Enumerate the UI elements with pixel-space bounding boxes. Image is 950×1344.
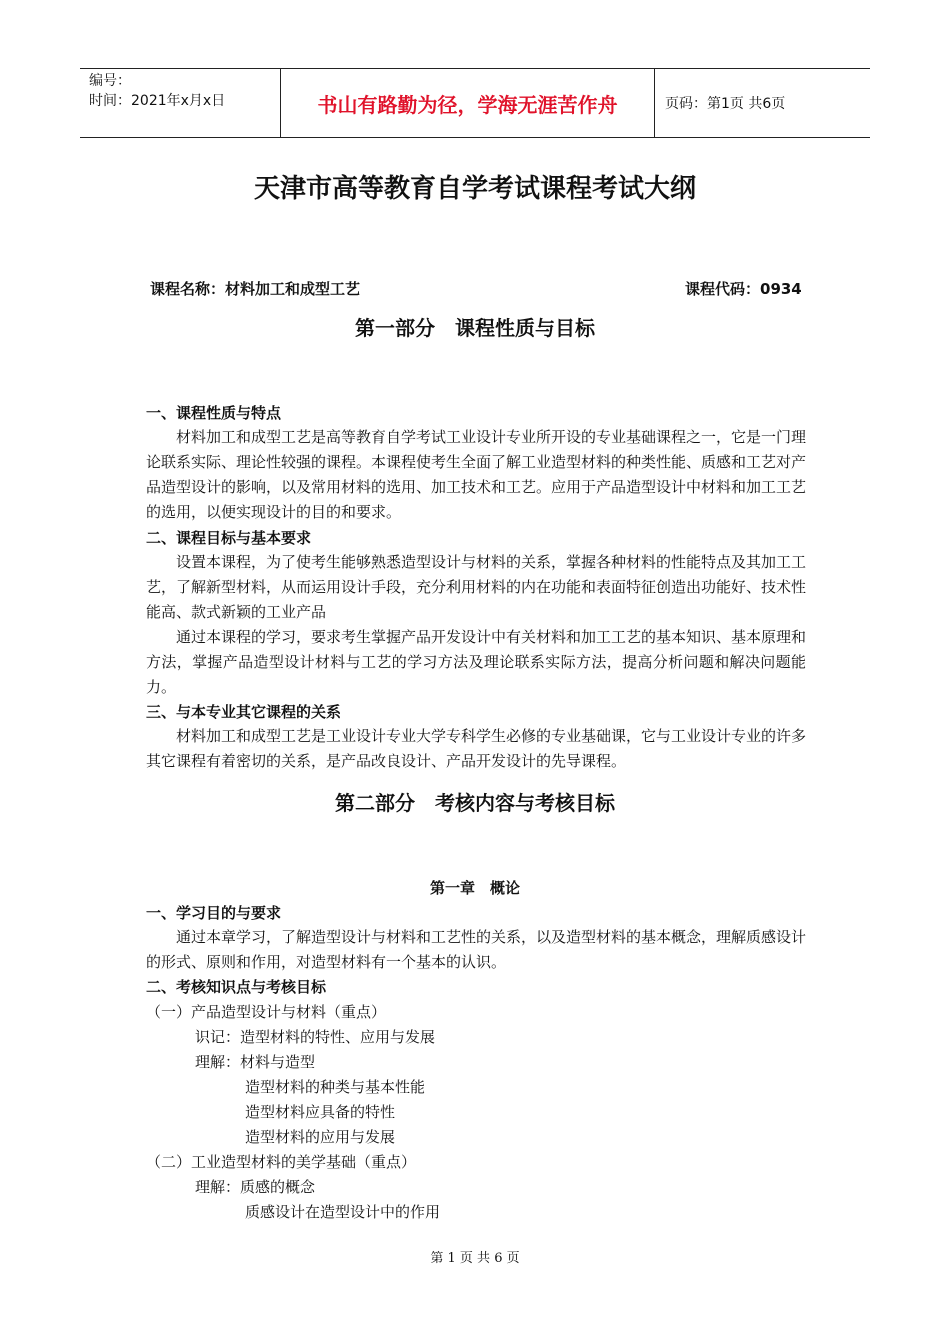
knowledge-line: 理解：质感的概念 xyxy=(195,1178,316,1196)
knowledge-item: （一）产品造型设计与材料（重点） xyxy=(146,1003,387,1021)
header-meta xyxy=(80,69,281,137)
knowledge-line: 造型材料的应用与发展 xyxy=(245,1128,396,1146)
paragraph: 材料加工和成型工艺是高等教育自学考试工业设计专业所开设的专业基础课程之一，它是一门理论联系实际、理论性较强的课程。本课程使考生全面了解工业造型材料的种类性能、质感和工艺对产品造型设计的影响，以及常用材料的选用、加工技术和工艺。应用于产品造型设计中材料和加工工艺的选用，以便实现设计的目的和要求。 xyxy=(146,428,807,521)
page-title: 天津市高等教育自学考试课程考试大纲 xyxy=(253,174,696,204)
header-page-info: 页码：第1页 共6页 xyxy=(665,96,786,112)
knowledge-line: 识记：造型材料的特性、应用与发展 xyxy=(195,1028,436,1046)
part1-title: 第一部分 课程性质与目标 xyxy=(355,316,595,340)
part2-title: 第二部分 考核内容与考核目标 xyxy=(335,791,615,815)
paragraph: 通过本章学习，了解造型设计与材料和工艺性的关系，以及造型材料的基本概念，理解质感设计的形式、原则和作用，对造型材料有一个基本的认识。 xyxy=(146,928,807,971)
paragraph: 设置本课程，为了使考生能够熟悉造型设计与材料的关系，掌握各种材料的性能特点及其加工工艺，了解新型材料，从而运用设计手段，充分利用材料的内在功能和表面特征创造出功能好、技术性能高、款式新颖的工业产品 xyxy=(146,553,807,621)
section-heading: 二、课程目标与基本要求 xyxy=(146,529,312,547)
knowledge-line: 理解：材料与造型 xyxy=(195,1053,316,1071)
time-label: 时间：2021年x月x日 xyxy=(89,93,226,109)
page-footer: 第 1 页 共 6 页 xyxy=(430,1251,520,1266)
section-heading: 三、与本专业其它课程的关系 xyxy=(146,703,342,721)
knowledge-line: 质感设计在造型设计中的作用 xyxy=(245,1203,441,1221)
course-name: 课程名称：材料加工和成型工艺 xyxy=(150,280,361,298)
knowledge-line: 造型材料的种类与基本性能 xyxy=(245,1078,426,1096)
number-label: 编号： xyxy=(89,73,131,89)
header-motto: 书山有路勤为径，学海无涯苦作舟 xyxy=(281,69,655,137)
paragraph: 通过本课程的学习，要求考生掌握产品开发设计中有关材料和加工工艺的基本知识、基本原理和方法，掌握产品造型设计材料与工艺的学习方法及理论联系实际方法，提高分析问题和解决问题能力。 xyxy=(146,628,807,696)
course-code: 课程代码：0934 xyxy=(685,280,802,298)
chapter-title: 第一章 概论 xyxy=(429,879,520,897)
section-heading: 一、课程性质与特点 xyxy=(146,404,282,422)
paragraph: 材料加工和成型工艺是工业设计专业大学专科学生必修的专业基础课，它与工业设计专业的许多其它课程有着密切的关系，是产品改良设计、产品开发设计的先导课程。 xyxy=(146,727,807,770)
section-heading: 二、考核知识点与考核目标 xyxy=(146,978,327,996)
knowledge-line: 造型材料应具备的特性 xyxy=(245,1103,396,1121)
document-header xyxy=(80,68,870,138)
knowledge-item: （二）工业造型材料的美学基础（重点） xyxy=(146,1153,417,1171)
section-heading: 一、学习目的与要求 xyxy=(146,904,282,922)
